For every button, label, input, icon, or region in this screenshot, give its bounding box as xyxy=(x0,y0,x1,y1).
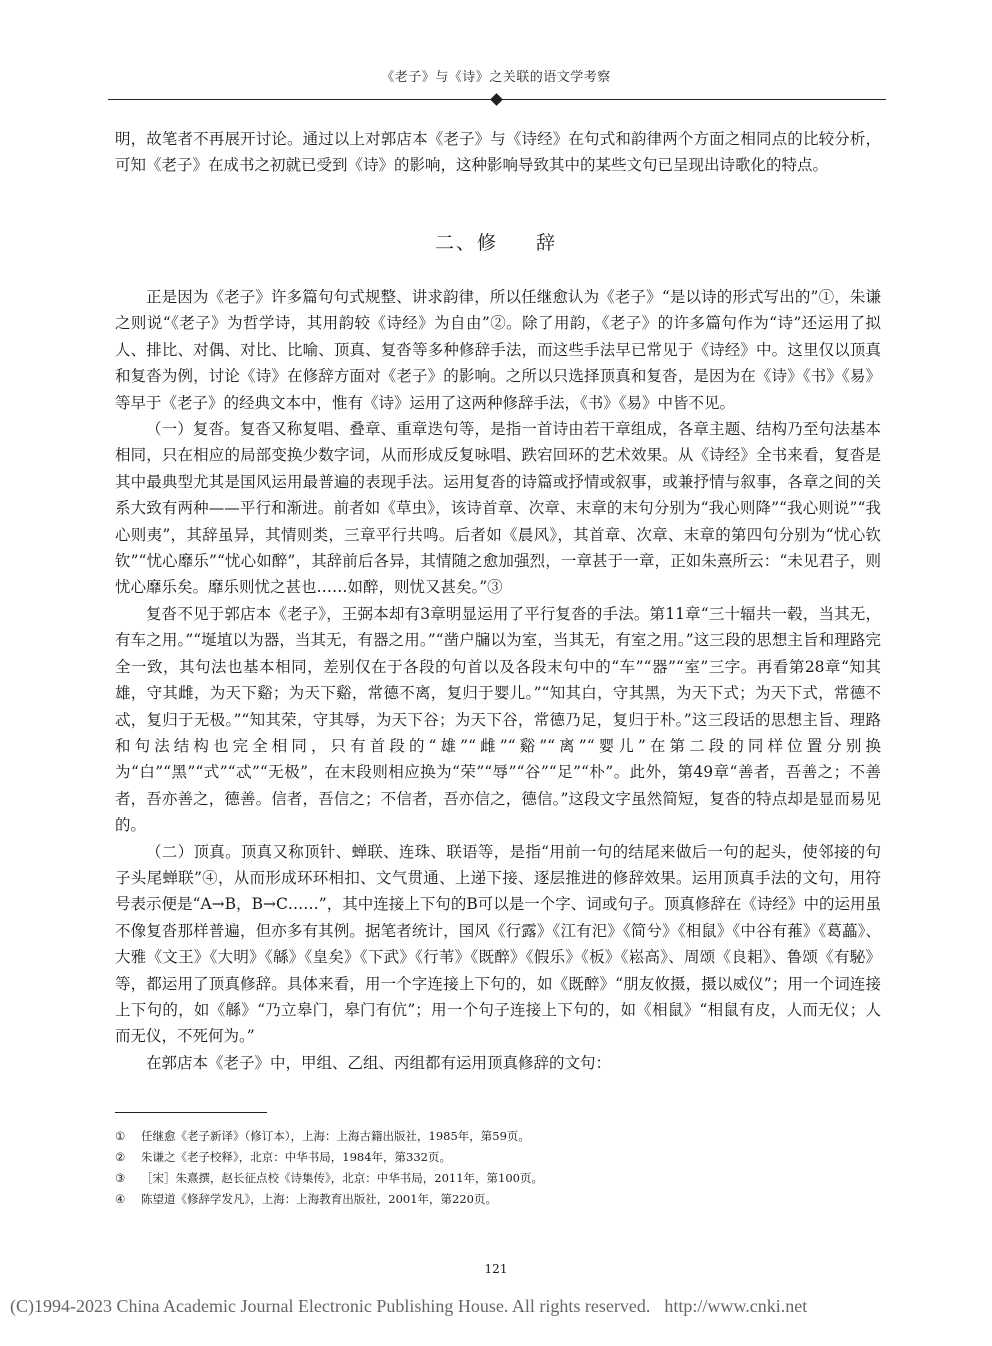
paragraph-fuda: （一）复沓。复沓又称复唱、叠章、重章迭句等，是指一首诗由若干章组成，各章主题、结构乃至句法基本相同，只在相应的局部变换少数字词，从而形成反复咏唱、跌宕回环的艺术效果。从《诗经》全书来看，复沓是其中最典型尤其是国风运用最普遍的表现手法。运用复沓的诗篇或抒情或叙事，或兼抒情与叙事，各章之间的关系大致有两种——平行和渐进。前者如《草虫》，该诗首章、次章、末章的末句分别为“我心则降”“我心则说”“我心则夷”，其辞虽异，其情则类，三章平行共鸣。后者如《晨风》，其首章、次章、末章的第四句分别为“忧心钦钦”“忧心靡乐”“忧心如醉”，其辞前后各异，其情随之愈加强烈，一章甚于一章，正如朱熹所云：“未见君子，则忧心靡乐矣。靡乐则忧之甚也……如醉，则忧又甚矣。”③ xyxy=(115,420,881,597)
section-title-char-2: 辞 xyxy=(536,232,558,254)
footnote-text: ［宋］朱熹撰，赵长征点校《诗集传》，北京：中华书局，2011年，第100页。 xyxy=(141,1171,543,1185)
footnotes xyxy=(115,1126,881,1210)
footnote-mark: ④ xyxy=(115,1192,126,1206)
footnote-mark: ③ xyxy=(115,1171,126,1185)
footnote xyxy=(115,1189,881,1210)
intro-paragraph-block xyxy=(115,126,881,179)
page-number: 121 xyxy=(484,1262,508,1276)
footnote xyxy=(115,1168,881,1189)
paragraph-fuda-laozi: 复沓不见于郭店本《老子》，王弼本却有3章明显运用了平行复沓的手法。第11章“三十辐共一毂，当其无，有车之用。”“埏埴以为器，当其无，有器之用。”“凿户牖以为室，当其无，有室之用。”这三段的思想主旨和理路完全一致，其句法也基本相同，差别仅在于各段的句首以及各段末句中的“车”“器”“室”三字。再看第28章“知其雄，守其雌，为天下谿；为天下谿，常德不离，复归于婴儿。”“知其白，守其黑，为天下式；为天下式，常德不忒，复归于无极。”“知其荣，守其辱，为天下谷；为天下谷，常德乃足，复归于朴。”这三段话的思想主旨、理路和句法结构也完全相同，只有首段的“雄”“雌”“谿”“离”“婴儿”在第二段的同样位置分别换为“白”“黑”“式”“忒”“无极”，在末段则相应换为“荣”“辱”“谷”“足”“朴”。此外，第49章“善者，吾善之；不善者，吾亦善之，德善。信者，吾信之；不信者，吾亦信之，德信。”这段文字虽然简短，复沓的特点却是显而易见的。 xyxy=(115,604,881,835)
paragraph-intro-rhetoric: 正是因为《老子》许多篇句句式规整、讲求韵律，所以任继愈认为《老子》“是以诗的形式写出的”①，朱谦之则说“《老子》为哲学诗，其用韵较《诗经》为自由”②。除了用韵，《老子》的许多篇句作为“诗”还运用了拟人、排比、对偶、对比、比喻、顶真、复沓等多种修辞手法，而这些手法早已常见于《诗经》中。这里仅以顶真和复沓为例，讨论《诗》在修辞方面对《老子》的影响。之所以只选择顶真和复沓，是因为在《诗》《书》《易》等早于《老子》的经典文本中，惟有《诗》运用了这两种修辞手法，《书》《易》中皆不见。 xyxy=(115,288,881,412)
cnki-url[interactable]: http://www.cnki.net xyxy=(664,1296,808,1316)
copyright-notice: (C)1994-2023 China Academic Journal Electronic Publishing House. All rights reserved. xyxy=(10,1296,651,1316)
main-text xyxy=(115,284,881,1076)
section-heading xyxy=(0,228,992,255)
paragraph-dingzhen: （二）顶真。顶真又称顶针、蝉联、连珠、联语等，是指“用前一句的结尾来做后一句的起头，使邻接的句子头尾蝉联”④，从而形成环环相扣、文气贯通、上递下接、逐层推进的修辞效果。运用顶真手法的文句，用符号表示便是“A→B，B→C……”，其中连接上下句的B可以是一个字、词或句子。顶真修辞在《诗经》中的运用虽不像复沓那样普遍，但亦多有其例。据笔者统计，国风《行露》《江有汜》《简兮》《相鼠》《中谷有蓷》《葛藟》、大雅《文王》《大明》《緜》《皇矣》《下武》《行苇》《既醉》《假乐》《板》《崧高》、周颂《良耜》、鲁颂《有駜》等，都运用了顶真修辞。具体来看，用一个字连接上下句的，如《既醉》“朋友攸摄，摄以威仪”；用一个词连接上下句的，如《緜》“乃立皋门，皋门有伉”；用一个句子连接上下句的，如《相鼠》“相鼠有皮，人而无仪；人而无仪，不死何为。” xyxy=(115,842,881,1046)
section-title-char-1: 修 xyxy=(476,232,498,254)
footnote xyxy=(115,1147,881,1168)
running-header: 《老子》与《诗》之关联的语文学考察 xyxy=(381,70,611,85)
intro-paragraph: 明，故笔者不再展开讨论。通过以上对郭店本《老子》与《诗经》在句式和韵律两个方面之相同点的比较分析，可知《老子》在成书之初就已受到《诗》的影响，这种影响导致其中的某些文句已呈现出诗歌化的特点。 xyxy=(115,130,881,175)
footnote-mark: ② xyxy=(115,1150,126,1164)
footnote-rule xyxy=(115,1112,267,1113)
footnote-text: 任继愈《老子新译》（修订本），上海：上海古籍出版社，1985年，第59页。 xyxy=(141,1129,530,1143)
header-diamond-ornament xyxy=(490,93,503,106)
footnote-text: 陈望道《修辞学发凡》，上海：上海教育出版社，2001年，第220页。 xyxy=(141,1192,497,1206)
footnote-text: 朱谦之《老子校释》，北京：中华书局，1984年，第332页。 xyxy=(141,1150,451,1164)
paragraph-guodian: 在郭店本《老子》中，甲组、乙组、丙组都有运用顶真修辞的文句： xyxy=(146,1053,612,1072)
footnote xyxy=(115,1126,881,1147)
section-number: 二、 xyxy=(434,232,477,254)
footnote-mark: ① xyxy=(115,1129,126,1143)
copyright-watermark xyxy=(10,1296,990,1317)
